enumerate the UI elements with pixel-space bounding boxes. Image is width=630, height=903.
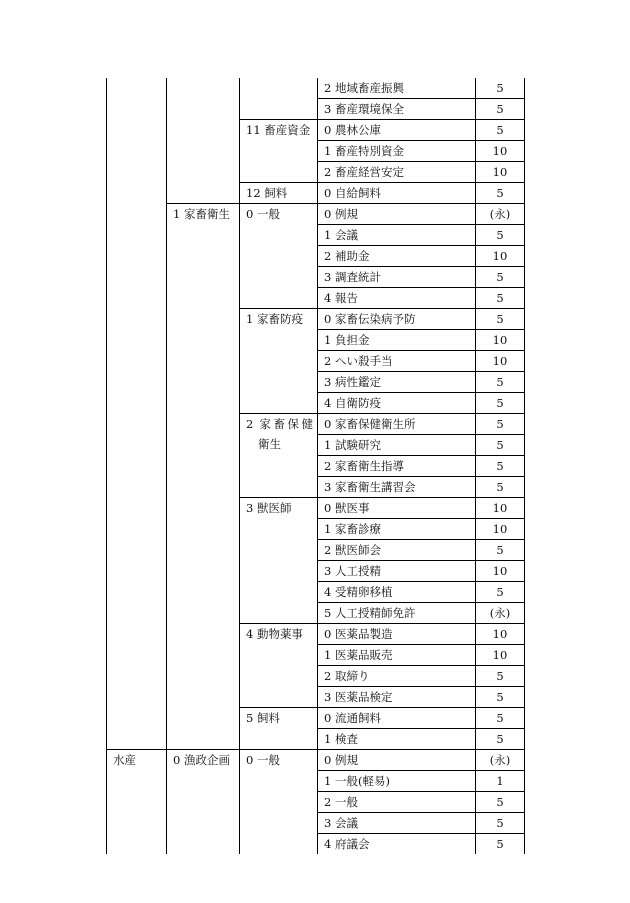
category-cell <box>240 204 318 309</box>
detail-cell: 5 人工授精師免許 <box>318 603 476 624</box>
division-cell <box>107 78 167 204</box>
detail-cell: 3 調査統計 <box>318 267 476 288</box>
category-label: 1 家畜防疫 <box>246 312 303 326</box>
retention-cell: 5 <box>476 582 525 603</box>
retention-cell: 10 <box>476 330 525 351</box>
category-label: 11 畜産資金 <box>246 123 311 137</box>
detail-cell: 0 医薬品製造 <box>318 624 476 645</box>
category-label: 0 一般 <box>246 753 280 767</box>
section-label: 0 漁政企画 <box>173 753 230 767</box>
detail-cell: 3 家畜衛生講習会 <box>318 477 476 498</box>
detail-cell: 3 人工授精 <box>318 561 476 582</box>
retention-cell: 5 <box>476 309 525 330</box>
detail-cell: 4 受精卵移植 <box>318 582 476 603</box>
detail-cell: 0 家畜伝染病予防 <box>318 309 476 330</box>
retention-cell: 5 <box>476 183 525 204</box>
detail-cell: 0 流通飼料 <box>318 708 476 729</box>
retention-cell: 5 <box>476 456 525 477</box>
detail-cell: 1 負担金 <box>318 330 476 351</box>
retention-cell: 5 <box>476 477 525 498</box>
detail-cell: 0 例規 <box>318 204 476 225</box>
detail-cell: 2 一般 <box>318 792 476 813</box>
category-cell <box>240 120 318 183</box>
retention-cell: 5 <box>476 99 525 120</box>
retention-cell: 10 <box>476 141 525 162</box>
detail-cell: 0 例規 <box>318 750 476 771</box>
detail-cell: 0 自給飼料 <box>318 183 476 204</box>
retention-cell: 5 <box>476 792 525 813</box>
retention-cell: 5 <box>476 708 525 729</box>
category-label-continuation: 衛生 <box>258 437 281 451</box>
category-label: 4 動物薬事 <box>246 627 303 641</box>
detail-cell: 0 農林公庫 <box>318 120 476 141</box>
detail-cell: 1 検査 <box>318 729 476 750</box>
detail-cell: 0 家畜保健衛生所 <box>318 414 476 435</box>
retention-cell: 10 <box>476 246 525 267</box>
retention-cell: (永) <box>476 603 525 624</box>
retention-cell: 10 <box>476 624 525 645</box>
category-label: 5 飼料 <box>246 711 280 725</box>
retention-cell: 5 <box>476 393 525 414</box>
category-cell <box>240 414 318 498</box>
detail-cell: 0 獣医事 <box>318 498 476 519</box>
category-label: 3 獣医師 <box>246 501 292 515</box>
category-cell <box>240 498 318 624</box>
detail-cell: 2 補助金 <box>318 246 476 267</box>
detail-cell: 3 畜産環境保全 <box>318 99 476 120</box>
retention-cell: 5 <box>476 540 525 561</box>
retention-cell: 5 <box>476 687 525 708</box>
retention-cell: 10 <box>476 561 525 582</box>
category-cell <box>240 183 318 204</box>
retention-cell: 10 <box>476 645 525 666</box>
table-row <box>107 204 525 225</box>
retention-cell: 5 <box>476 834 525 855</box>
retention-cell: 5 <box>476 288 525 309</box>
category-label: 0 一般 <box>246 207 280 221</box>
table-row <box>107 78 525 99</box>
retention-cell: 5 <box>476 666 525 687</box>
section-cell <box>167 750 240 855</box>
retention-cell: 5 <box>476 813 525 834</box>
detail-cell: 1 試験研究 <box>318 435 476 456</box>
detail-cell: 2 獣医師会 <box>318 540 476 561</box>
category-label: 12 飼料 <box>246 186 288 200</box>
category-cell <box>240 750 318 855</box>
retention-cell: 10 <box>476 162 525 183</box>
retention-cell: 5 <box>476 729 525 750</box>
retention-cell: 5 <box>476 435 525 456</box>
category-cell <box>240 624 318 708</box>
detail-cell: 4 報告 <box>318 288 476 309</box>
detail-cell: 2 へい殺手当 <box>318 351 476 372</box>
detail-cell: 1 医薬品販売 <box>318 645 476 666</box>
retention-cell: 5 <box>476 120 525 141</box>
retention-cell: 10 <box>476 351 525 372</box>
detail-cell: 1 家畜診療 <box>318 519 476 540</box>
retention-cell: (永) <box>476 750 525 771</box>
detail-cell: 1 畜産特別資金 <box>318 141 476 162</box>
category-cell <box>240 708 318 750</box>
retention-cell: 5 <box>476 267 525 288</box>
retention-cell: 10 <box>476 519 525 540</box>
detail-cell: 2 取締り <box>318 666 476 687</box>
category-cell <box>240 309 318 414</box>
detail-cell: 2 地域畜産振興 <box>318 78 476 99</box>
table-row <box>107 750 525 771</box>
category-label: 2 家畜保健 <box>246 417 313 431</box>
detail-cell: 2 畜産経営安定 <box>318 162 476 183</box>
section-label: 1 家畜衛生 <box>173 207 230 221</box>
division-cell <box>107 750 167 855</box>
retention-cell: 5 <box>476 372 525 393</box>
retention-cell: 5 <box>476 414 525 435</box>
detail-cell: 4 府議会 <box>318 834 476 855</box>
retention-cell: (永) <box>476 204 525 225</box>
records-retention-table <box>106 78 524 854</box>
detail-cell: 1 一般(軽易) <box>318 771 476 792</box>
detail-cell: 3 病性鑑定 <box>318 372 476 393</box>
section-cell <box>167 78 240 204</box>
section-cell <box>167 204 240 750</box>
retention-cell: 5 <box>476 78 525 99</box>
detail-cell: 3 会議 <box>318 813 476 834</box>
retention-cell: 10 <box>476 498 525 519</box>
detail-cell: 3 医薬品検定 <box>318 687 476 708</box>
retention-cell: 1 <box>476 771 525 792</box>
division-label: 水産 <box>113 753 136 767</box>
division-cell <box>107 204 167 750</box>
retention-cell: 5 <box>476 225 525 246</box>
detail-cell: 2 家畜衛生指導 <box>318 456 476 477</box>
detail-cell: 1 会議 <box>318 225 476 246</box>
detail-cell: 4 自衛防疫 <box>318 393 476 414</box>
category-cell <box>240 78 318 120</box>
